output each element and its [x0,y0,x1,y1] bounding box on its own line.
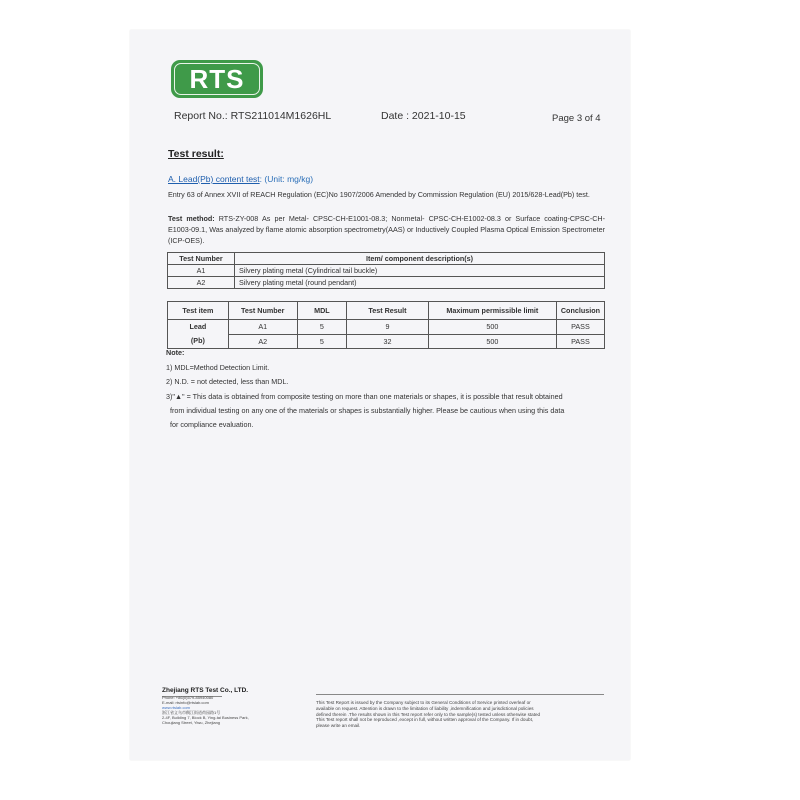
table-row [168,334,605,349]
rts-logo-text: RTS [189,64,245,94]
table-cell: PASS [556,320,604,335]
note-2: 2) N.D. = not detected, less than MDL. [166,377,289,386]
company-email: E-mail: rtsinfo@rtslab.com [162,700,209,705]
table-cell: 5 [297,320,346,335]
table-cell: A1 [228,320,297,335]
table-cell: 500 [428,320,556,335]
rts-logo-frame [174,63,260,95]
table-row [168,320,605,335]
items-table [167,252,605,289]
table-cell: A2 [228,334,297,349]
entry-text: Entry 63 of Annex XVII of REACH Regulation (EC)No 1907/2006 Amended by Commission Regulation (EU) 2015/628-Lead(Pb) test. [168,190,590,199]
company-address: 2-4F, Building 7, Block B, Ying-tai Business Park, [162,715,249,720]
test-method [168,213,605,246]
disclaimer-line: This Test Report is issued by the Company subject to its General Conditions of Service printed overleaf or [316,700,531,705]
note-title: Note: [166,348,185,357]
table-cell: A2 [168,277,235,289]
disclaimer-line: defined therein .The results shown in this Test report refer only to the sample(s) tested unless otherwise stated [316,711,541,717]
table-header-row [168,302,605,320]
note-3-cont: for compliance evaluation. [170,420,254,429]
company-phone: Phone: +86(0)579-85940080 [162,695,214,700]
disclaimer [316,700,604,729]
test-method-label: Test method: [168,214,215,223]
table-cell: 9 [347,320,429,335]
unit-label: : (Unit: mg/kg) [259,174,314,184]
company-name: Zhejiang RTS Test Co., LTD. [162,687,249,694]
table-header: Test Number [168,253,235,265]
test-method-text: RTS-ZY-008 As per Metal- CPSC-CH-E1001-08.3; Nonmetal- CPSC-CH-E1002-08.3 or Surface coating-CPSC-CH-E1003-09.1, Was analyzed by flame atomic absorption spectrometry(AAS) or Inductively Coupled Plasma Optical Emission Spectrometer (ICP-OES). [168,214,605,245]
table-header: Test item [168,302,229,320]
table-cell: PASS [556,334,604,349]
section-title: Test result: [168,148,224,160]
table-cell: Silvery plating metal (Cylindrical tail buckle) [235,265,605,277]
report-page [130,30,630,760]
results-table [167,301,605,349]
disclaimer-line: please write an email. [316,723,361,729]
table-row [168,265,605,277]
table-cell: 5 [297,334,346,349]
table-header: Item/ component description(s) [235,253,605,265]
company-website: www.rtslab.com [162,705,191,710]
table-header: Test Number [228,302,297,320]
test-item-cell [168,320,229,349]
disclaimer-line: available on request. Attention is drawn to the limitation of liability ,indemnification and jurisdictional policies [316,705,534,711]
disclaimer-line: This Test report shall not be reproduced ,except in full, without written approval of the Company. If in doubt, [316,717,534,723]
report-number: Report No.: RTS211014M1626HL [174,110,332,122]
footer-divider [316,694,604,695]
table-cell: Silvery plating metal (round pendant) [235,277,605,289]
test-item-line: Lead [189,322,207,331]
subsection-title [168,174,313,184]
report-date: Date : 2021-10-15 [381,110,466,122]
table-header: MDL [297,302,346,320]
note-1: 1) MDL=Method Detection Limit. [166,363,270,372]
table-header-row [168,253,605,265]
table-header: Maximum permissible limit [428,302,556,320]
lead-test-title: A. Lead(Pb) content test [168,174,260,184]
company-address: Choujiang Street, Yiwu, Zhejiang [162,720,221,725]
test-item-line: (Pb) [190,336,205,345]
table-cell: 32 [347,334,429,349]
company-info [162,686,249,725]
rts-logo [171,60,263,98]
table-row [168,277,605,289]
page-number: Page 3 of 4 [552,113,601,124]
table-cell: A1 [168,265,235,277]
table-header: Test Result [347,302,429,320]
note-3-cont: from individual testing on any one of the materials or shapes is substantially higher. Please be cautious when using this data [170,406,565,415]
table-header: Conclusion [556,302,604,320]
table-cell: 500 [428,334,556,349]
note-3: 3)"▲" = This data is obtained from composite testing on more than one materials or shapes, it is possible that result obtained [166,392,563,401]
company-address-cn: 浙江省义乌市稠江街道荷园路1号 [162,710,221,715]
